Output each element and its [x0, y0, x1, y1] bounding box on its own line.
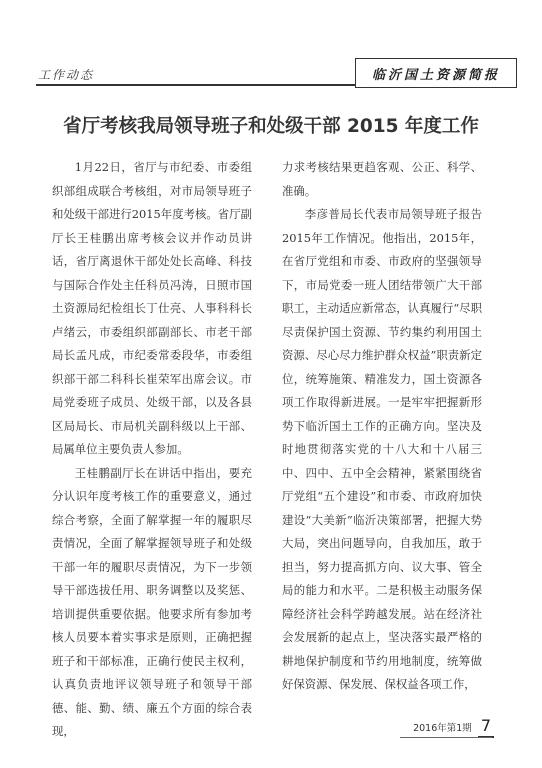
left-column [52, 156, 252, 744]
page-number: 7 [478, 716, 494, 738]
paragraph: 王桂鹏副厅长在讲话中指出，要充分认识年度考核工作的重要意义，通过综合考察，全面了解掌握一年的履职尽责情况，全面了解掌握领导班子和处级干部一年的履职尽责情况，为下一步领导干部选拔任用、职务调整以及奖惩、培训提供重要依据。他要求所有参加考核人员要本着实事求是原则，正确把握班子和干部标准，正确行使民主权利，认真负责地评议领导班子和领导干部德、能、勤、绩、廉五个方面的综合表现， [52, 465, 252, 738]
publication-name: 临沂国土资源简报 [355, 58, 517, 88]
section-label: 工作动态 [38, 68, 95, 82]
header-rule [36, 84, 356, 86]
paragraph-continuation: 力求考核结果更趋客观、公正、科学、准确。 [282, 160, 482, 198]
right-column [282, 156, 482, 697]
article-title: 省厅考核我局领导班子和处级干部 2015 年度工作 [63, 116, 479, 137]
footer-rule [400, 737, 492, 738]
page-footer [413, 715, 494, 739]
issue-label: 2016年第1期 [413, 723, 472, 734]
paragraph: 1月22日，省厅与市纪委、市委组织部组成联合考核组，对市局领导班子和处级干部进行2015年度考核。省厅副厅长王桂鹏出席考核会议并作动员讲话，省厅离退休干部处处长高峰、科技与国际合作处主任科员冯涛，日照市国土资源局纪检组长丁仕亮、人事科科长卢绪云，市委组织部副部长、市老干部局长孟凡成，市纪委常委段华，市委组织部干部二科科长崔荣军出席会议。市局党委班子成员、处级干部，以及各县区局局长、市局机关副科级以上干部、局属单位主要负责人参加。 [52, 160, 252, 456]
paragraph: 李彦普局长代表市局领导班子报告2015年工作情况。他指出，2015年，在省厅党组和市委、市政府的坚强领导下，市局党委一班人团结带领广大干部职工，主动适应新常态，认真履行“尽职尽责保护国土资源、节约集约利用国土资源、尽心尽力维护群众权益”职责新定位，统筹施策、精准发力，国土资源各项工作取得新进展。一是牢牢把握新形势下临沂国土工作的正确方向。坚决及时地贯彻落实党的十八大和十八届三中、四中、五中全会精神，紧紧围绕省厅党组“五个建设”和市委、市政府加快建设“大美新”临沂决策部署，把握大势大局，突出问题导向，自我加压，敢于担当，努力提高抓方向、议大事、管全局的能力和水平。二是积极主动服务保障经济社会科学跨越发展。站在经济社会发展新的起点上，坚决落实最严格的耕地保护制度和节约用地制度，统筹做好保资源、保发展、保权益各项工作， [282, 207, 482, 691]
page-header [0, 0, 542, 100]
